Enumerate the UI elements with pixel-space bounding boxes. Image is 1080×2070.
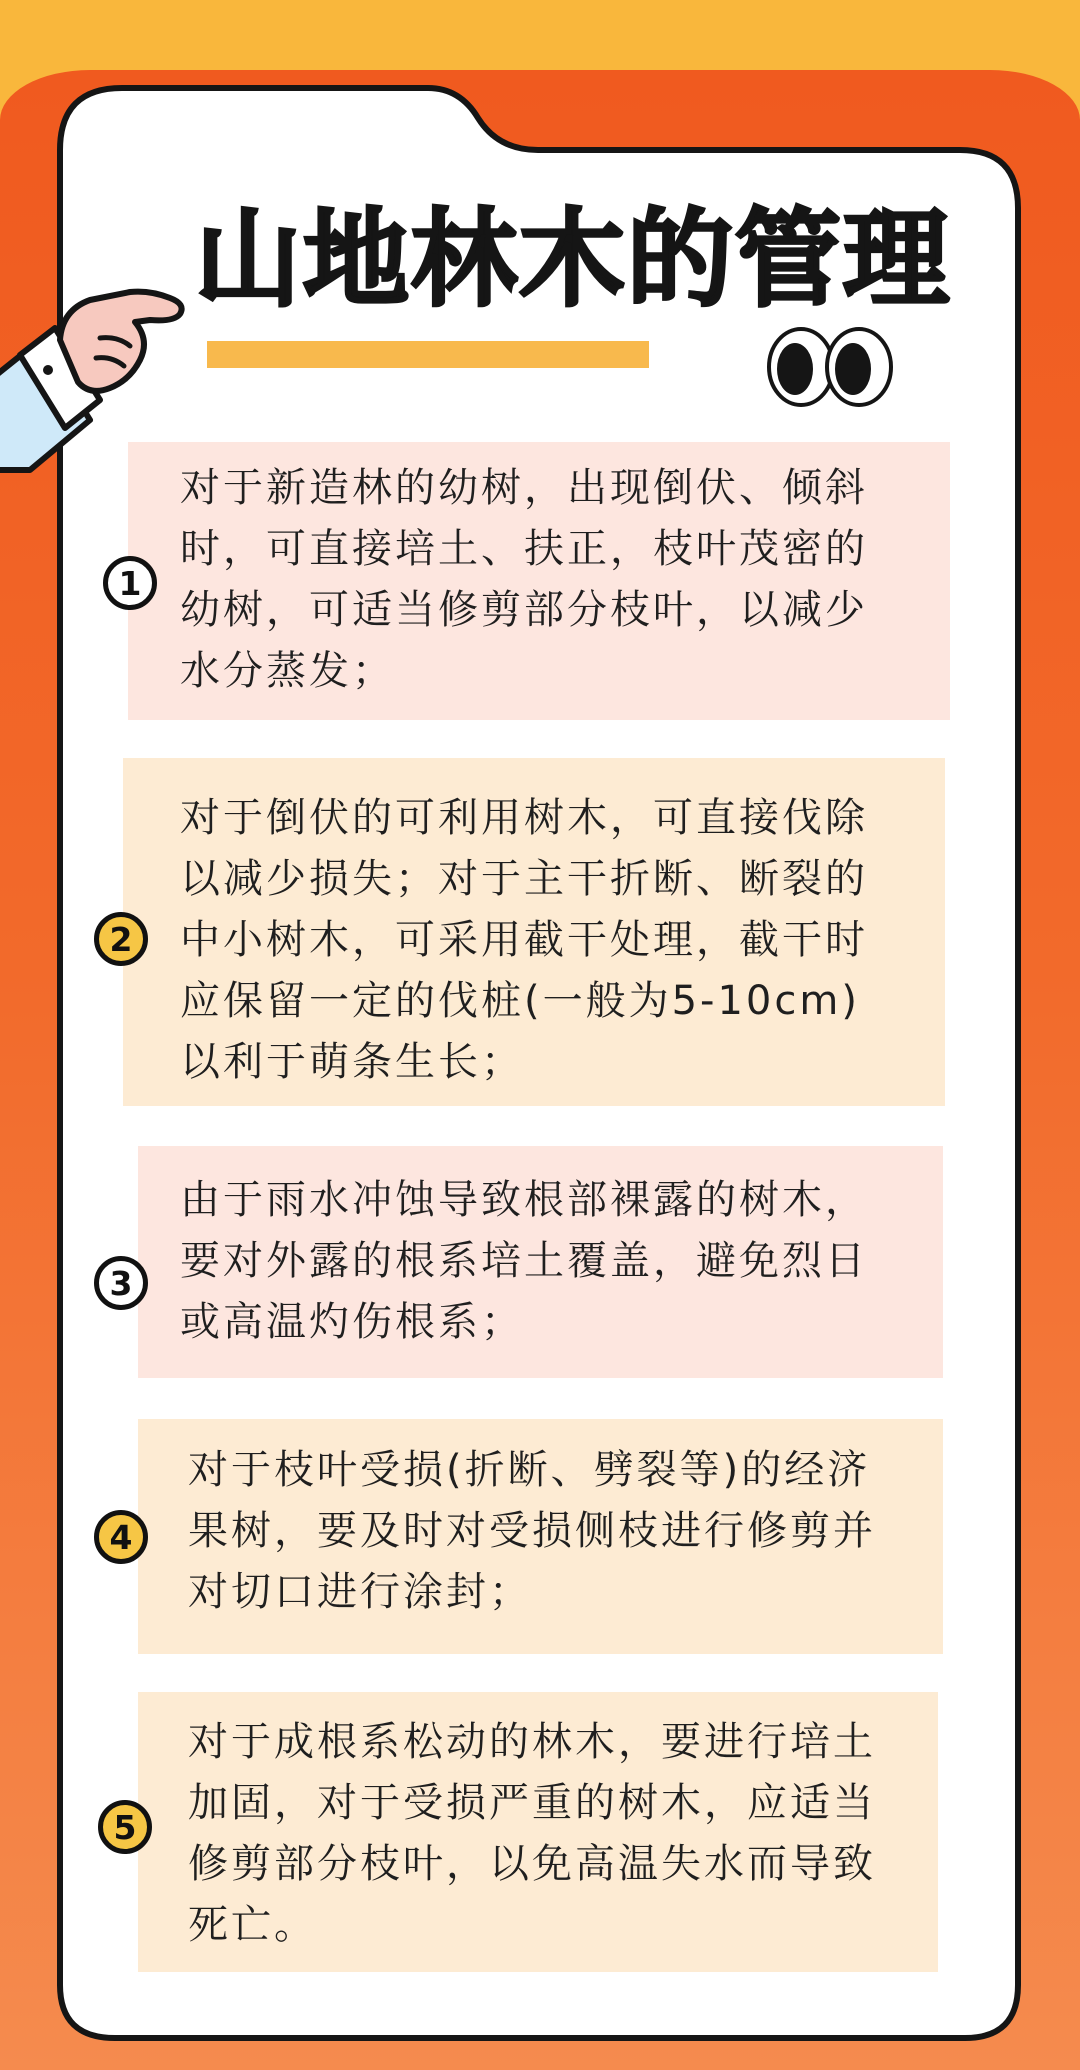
item-number-2: 2 — [94, 912, 148, 966]
item-2-line-5: 以利于萌条生长； — [180, 1039, 524, 1085]
item-2-line-4: 应保留一定的伐桩(一般为5-10cm) — [180, 978, 860, 1024]
item-text-4 — [188, 1440, 876, 1623]
item-3-line-2: 要对外露的根系培土覆盖，避免烈日 — [180, 1238, 868, 1284]
item-number-3: 3 — [94, 1256, 148, 1310]
item-text-5 — [188, 1712, 876, 1956]
title-underline — [207, 341, 649, 368]
item-2-line-1: 对于倒伏的可利用树木，可直接伐除 — [180, 795, 868, 841]
item-5-line-4: 死亡。 — [188, 1902, 317, 1948]
page-title: 山地林木的管理 — [195, 198, 951, 321]
item-1-line-2: 时，可直接培土、扶正，枝叶茂密的 — [180, 526, 868, 572]
item-3-line-3: 或高温灼伤根系； — [180, 1299, 524, 1345]
item-4-line-3: 对切口进行涂封； — [188, 1569, 532, 1615]
item-5-line-1: 对于成根系松动的林木，要进行培土 — [188, 1719, 876, 1765]
item-number-1: 1 — [103, 556, 157, 610]
item-1-line-1: 对于新造林的幼树，出现倒伏、倾斜 — [180, 465, 868, 511]
item-text-3 — [180, 1170, 868, 1353]
item-5-line-2: 加固，对于受损严重的树木，应适当 — [188, 1780, 876, 1826]
item-4-line-2: 果树，要及时对受损侧枝进行修剪并 — [188, 1508, 876, 1554]
item-1-line-3: 幼树，可适当修剪部分枝叶，以减少 — [180, 587, 868, 633]
item-text-2 — [180, 788, 868, 1093]
item-5-line-3: 修剪部分枝叶，以免高温失水而导致 — [188, 1841, 876, 1887]
eyes-icon — [765, 325, 895, 410]
item-4-line-1: 对于枝叶受损(折断、劈裂等)的经济 — [188, 1447, 871, 1493]
item-number-4: 4 — [94, 1510, 148, 1564]
item-2-line-2: 以减少损失；对于主干折断、断裂的 — [180, 856, 868, 902]
item-2-line-3: 中小树木，可采用截干处理，截干时 — [180, 917, 868, 963]
item-3-line-1: 由于雨水冲蚀导致根部裸露的树木， — [180, 1177, 868, 1223]
item-number-5: 5 — [98, 1800, 152, 1854]
item-1-line-4: 水分蒸发； — [180, 648, 395, 694]
item-text-1 — [180, 458, 868, 702]
